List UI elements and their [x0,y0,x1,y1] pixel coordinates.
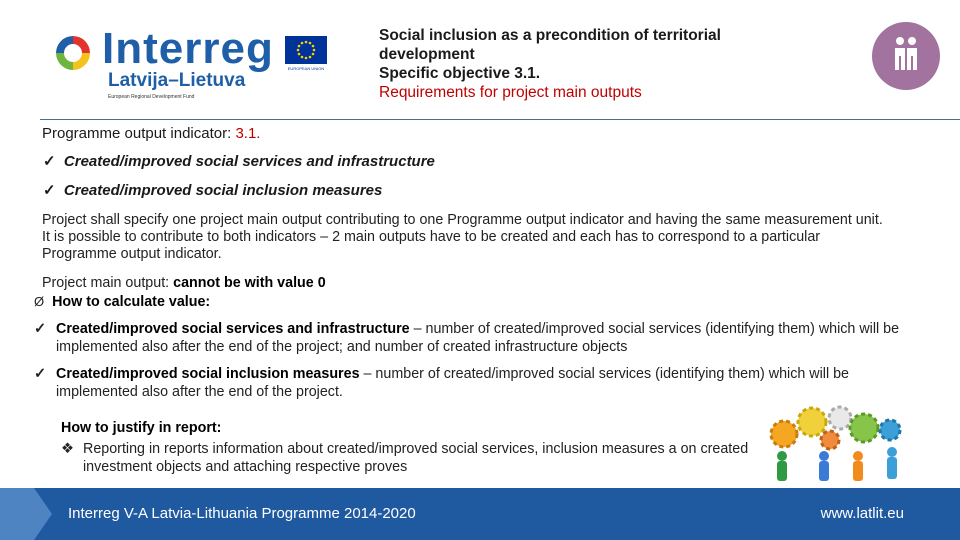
checkmark-icon: ✓ [34,366,46,382]
indicator-label: Programme output indicator: [42,125,236,142]
calc-item: ✓ Created/improved social services and infrastructure – number of created/improved social services (identifying them) which will be implemented also after the end of the project; and number of created infrastructure objects [34,321,900,355]
checkmark-icon: ✓ [43,182,56,199]
checklist-item: ✓ Created/improved social inclusion measures [43,182,383,199]
logo-wordmark: Interreg [102,24,274,73]
header-divider [40,119,960,120]
calc-item: ✓ Created/improved social inclusion measures – number of created/improved social services (identifying them) which will be implemented also after the end of the project. [34,366,850,400]
eu-label: EUROPEAN UNION [287,66,325,71]
interreg-swirl-icon [52,32,94,74]
main-output-value: cannot be with value 0 [173,275,326,291]
justify-item: ❖ Reporting in reports information about created/improved social services, inclusion measures a on created investment objects and attaching respective proves [61,441,749,475]
header-block [379,26,809,102]
requirements-subtitle: Requirements for project main outputs [379,84,642,101]
calc-heading [34,293,210,311]
main-output-label: Project main output: [42,275,174,291]
checklist-item: ✓ Created/improved social services and infrastructure [43,153,435,170]
justify-title: How to justify in report: [61,420,222,436]
social-inclusion-badge-icon [872,22,940,90]
checkmark-icon: ✓ [34,321,46,337]
diamond-bullet-icon: ❖ [61,441,74,457]
checkmark-icon: ✓ [43,153,56,170]
teamwork-gears-icon [762,404,912,488]
indicator-value: 3.1. [235,125,261,142]
footer-programme-name: Interreg V-A Latvia-Lithuania Programme 2014-2020 [68,505,416,522]
main-output-line [42,275,326,292]
calc-title: How to calculate value: [52,294,211,310]
eu-flag-icon [285,36,327,64]
footer-website-link[interactable]: www.latlit.eu [820,505,904,522]
interreg-logo [52,24,342,105]
specific-objective: Specific objective 3.1. [379,65,541,82]
logo-tagline: European Regional Development Fund [108,94,195,100]
explanation-paragraph: Project shall specify one project main output contributing to one Programme output indicator and having the same measurement unit. It is possible to contribute to both indicators – 2 main outputs have to be created and each has to correspond to a particular Programme output indicator. [42,212,883,262]
arrow-bullet-icon: Ø [34,294,45,309]
page-title: Social inclusion as a precondition of territorial development [379,27,721,63]
indicator-line [42,125,260,142]
footer-chevron-icon [0,488,52,540]
logo-subtitle: Latvija–Lietuva [108,70,246,91]
